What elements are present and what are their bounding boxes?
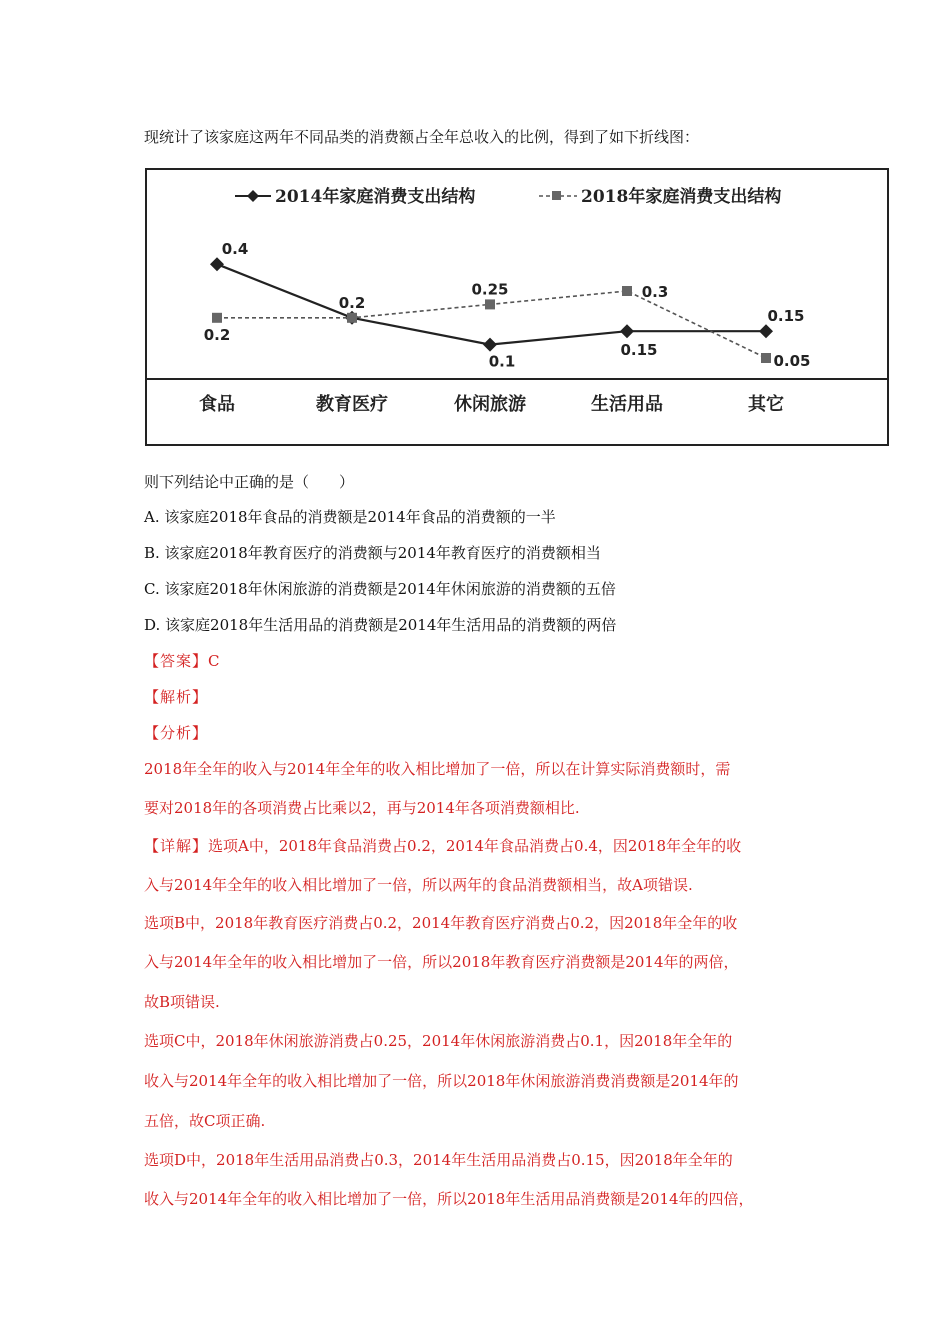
answer-tag: 【答案】 [144, 652, 209, 670]
data-point [761, 353, 771, 363]
data-point [759, 324, 773, 338]
chart-svg [147, 170, 887, 444]
legend-label-2014: 2014年家庭消费支出结构 [275, 187, 476, 207]
data-point [485, 299, 495, 309]
data-label: 0.2 [338, 293, 366, 312]
xiangjie-tag: 【详解】 [144, 837, 209, 855]
fenxi-tag: 【分析】 [144, 724, 209, 742]
category-label: 生活用品 [591, 394, 663, 415]
data-point [483, 338, 497, 352]
data-label: 0.25 [471, 280, 509, 299]
category-label: 食品 [199, 394, 235, 415]
detail-line: 收入与2014年全年的收入相比增加了一倍，所以2018年生活用品消费额是2014年的四倍， [144, 1190, 754, 1208]
data-label: 0.3 [641, 283, 669, 301]
chart-legend [235, 186, 781, 207]
data-point [620, 324, 634, 338]
option-c: C. 该家庭2018年休闲旅游的消费额是2014年休闲旅游的消费额的五倍 [144, 580, 616, 598]
detail-line: 选项D中，2018年生活用品消费占0.3，2014年生活用品消费占0.15，因2018年全年的 [144, 1151, 733, 1169]
line-chart [145, 168, 889, 446]
data-point [212, 313, 222, 323]
data-label: 0.2 [203, 325, 231, 344]
detail-line: 入与2014年全年的收入相比增加了一倍，所以两年的食品消费额相当，故A项错误. [144, 876, 693, 894]
category-label: 休闲旅游 [454, 394, 526, 415]
data-label: 0.05 [773, 352, 811, 370]
data-label: 0.15 [620, 341, 658, 360]
question-text: 则下列结论中正确的是（ ） [144, 473, 355, 491]
data-point [210, 257, 224, 271]
option-d: D. 该家庭2018年生活用品的消费额是2014年生活用品的消费额的两倍 [144, 616, 617, 634]
detail-line: 选项C中，2018年休闲旅游消费占0.25，2014年休闲旅游消费占0.1，因2018年全年的 [144, 1032, 733, 1050]
option-b: B. 该家庭2018年教育医疗的消费额与2014年教育医疗的消费额相当 [144, 544, 601, 562]
detail-line: 入与2014年全年的收入相比增加了一倍，所以2018年教育医疗消费额是2014年的两倍， [144, 953, 739, 971]
detail-line: 选项B中，2018年教育医疗消费占0.2，2014年教育医疗消费占0.2，因2018年全年的收 [144, 914, 738, 932]
detail-line: 五倍，故C项正确. [144, 1112, 266, 1130]
legend-marker-2014 [247, 190, 259, 202]
fenxi-line: 2018年全年的收入与2014年全年的收入相比增加了一倍，所以在计算实际消费额时，需 [144, 760, 731, 778]
data-point [347, 313, 357, 323]
jiexi-tag: 【解析】 [144, 688, 209, 706]
xiangjie-line [144, 836, 741, 856]
fenxi-line: 要对2018年的各项消费占比乘以2，再与2014年各项消费额相比. [144, 799, 580, 817]
plot-area [199, 240, 811, 415]
legend-marker-2018 [552, 191, 561, 200]
answer-value: C [208, 652, 220, 670]
data-label: 0.15 [767, 307, 805, 326]
category-label: 其它 [748, 394, 784, 415]
category-label: 教育医疗 [316, 394, 388, 415]
data-point [622, 286, 632, 296]
data-label: 0.1 [488, 352, 516, 371]
detail-line: 故B项错误. [144, 993, 220, 1011]
answer-line [144, 651, 220, 671]
xiangjie-first: 选项A中，2018年食品消费占0.2，2014年食品消费占0.4，因2018年全年的收 [208, 837, 742, 855]
intro-text: 现统计了该家庭这两年不同品类的消费额占全年总收入的比例，得到了如下折线图： [144, 128, 700, 146]
option-a: A. 该家庭2018年食品的消费额是2014年食品的消费额的一半 [144, 508, 556, 526]
detail-line: 收入与2014年全年的收入相比增加了一倍，所以2018年休闲旅游消费消费额是2014年的 [144, 1072, 739, 1090]
legend-label-2018: 2018年家庭消费支出结构 [581, 187, 782, 207]
data-label: 0.4 [221, 240, 249, 259]
